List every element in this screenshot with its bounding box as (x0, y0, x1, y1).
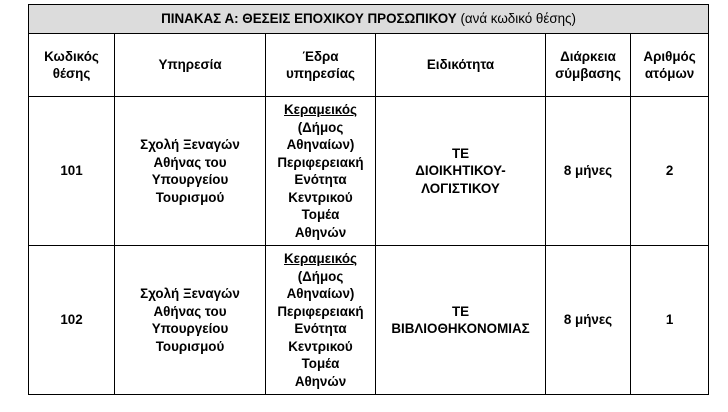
cell-location: Κεραμεικός (Δήμος Αθηναίων) Περιφερειακή Ενότητα Κεντρικού Τομέα Αθηνών (266, 97, 376, 246)
table-header-row (29, 34, 709, 97)
table-row (29, 246, 709, 395)
page-bottom-edge (0, 402, 728, 412)
cell-specialty: ΤΕ ΔΙΟΙΚΗΤΙΚΟΥ- ΛΟΓΙΣΤΙΚΟΥ (376, 97, 546, 246)
cell-code: 101 (29, 97, 115, 246)
cell-duration: 8 μήνες (546, 97, 631, 246)
header-duration: Διάρκεια σύμβασης (546, 34, 631, 97)
cell-service: Σχολή Ξεναγών Αθήνας του Υπουργείου Τουρισμού (115, 246, 266, 395)
header-code: Κωδικός θέσης (29, 34, 115, 97)
header-service: Υπηρεσία (115, 34, 266, 97)
cell-location: Κεραμεικός (Δήμος Αθηναίων) Περιφερειακή Ενότητα Κεντρικού Τομέα Αθηνών (266, 246, 376, 395)
table-title (29, 5, 709, 34)
cell-specialty: ΤΕ ΒΙΒΛΙΟΘΗΚΟΝΟΜΙΑΣ (376, 246, 546, 395)
cell-duration: 8 μήνες (546, 246, 631, 395)
cell-persons: 1 (631, 246, 709, 395)
cell-code: 102 (29, 246, 115, 395)
table-title-main: ΠΙΝΑΚΑΣ Α: ΘΕΣΕΙΣ ΕΠΟΧΙΚΟΥ ΠΡΟΣΩΠΙΚΟΥ (161, 11, 457, 27)
cell-service: Σχολή Ξεναγών Αθήνας του Υπουργείου Τουρισμού (115, 97, 266, 246)
table-title-row (29, 5, 709, 34)
header-specialty: Ειδικότητα (376, 34, 546, 97)
table-title-note: (ανά κωδικό θέσης) (460, 11, 576, 27)
positions-table (28, 4, 709, 395)
location-main: Κεραμεικός (284, 102, 357, 117)
cell-persons: 2 (631, 97, 709, 246)
header-persons: Αριθμός ατόμων (631, 34, 709, 97)
header-location: Έδρα υπηρεσίας (266, 34, 376, 97)
location-main: Κεραμεικός (284, 251, 357, 266)
table-row (29, 97, 709, 246)
